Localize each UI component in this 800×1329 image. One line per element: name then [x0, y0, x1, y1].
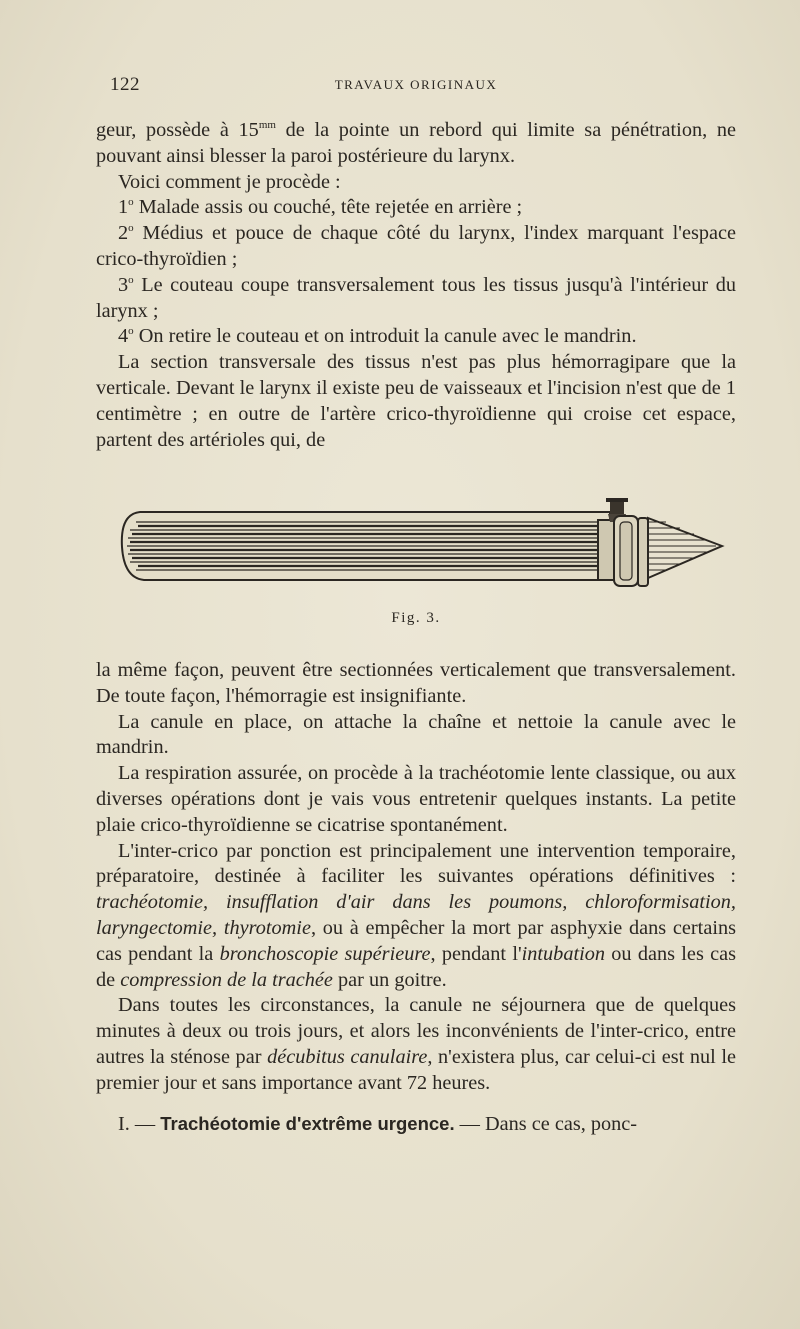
bottom-text-block [96, 658, 736, 1137]
emphasis-compression: compression de la trachée [120, 968, 333, 991]
paragraph-section-transversale: La section transversale des tissus n'est pas plus hémorragipare que la verticale. Devant le larynx il existe peu de vaisseaux et l'incision n'est que de 1 centimètre ; en outre de l'artère crico-thyroïdienne qui croise cet espace, partent des artérioles qui, de [96, 351, 736, 451]
emphasis-bronchoscopie: bronchoscopie supérieure [219, 942, 431, 965]
section-title: Trachéotomie d'extrême urgence. [160, 1112, 455, 1134]
paragraph-canule-en-place: La canule en place, on attache la chaîne et nettoie la canule avec le mandrin. [96, 710, 736, 759]
step-2: 2$^o$ Médius et pouce de chaque côté du larynx, l'index marquant l'espace crico-thyroïdien ; [96, 222, 736, 270]
figure-caption: Fig. 3. [391, 610, 441, 626]
paragraph-circonstances: Dans toutes les circonstances, la canule ne séjournera que de quelques minutes à deux ou trois jours, et alors les inconvénients de l'inter-crico, entre autres la sténose par décubitus canulaire, n'existera plus, car celui-ci est nul le premier jour et sans importance avant 72 heures. [96, 994, 736, 1094]
figure-cannula-illustration [110, 492, 730, 602]
step-1: 1$^o$ Malade assis ou couché, tête rejetée en arrière ; [118, 196, 523, 219]
emphasis-decubitus: décubitus canulaire [267, 1045, 428, 1068]
top-text-block [96, 118, 736, 453]
page-header [96, 74, 736, 96]
step-3: 3$^o$ Le couteau coupe transversalement tous les tissus jusqu'à l'intérieur du larynx ; [96, 273, 736, 322]
step-4: 4$^o$ On retire le couteau et on introduit la canule avec le mandrin. [118, 325, 637, 348]
paragraph-inter-crico: L'inter-crico par ponction est principalement une intervention temporaire, préparatoire, destinée à faciliter les suivantes opérations définitives : trachéotomie, insufflation d'air dans les poumons, chloroformisation, laryngectomie, thyrotomie, ou à empêcher la mort par asphyxie dans certains cas pendant la bronchoscopie supérieure, pendant l'intubation ou dans les cas de compression de la trachée par un goitre. [96, 839, 737, 991]
running-title: TRAVAUX ORIGINAUX [334, 77, 498, 92]
paragraph-procedure-intro: Voici comment je procède : [118, 170, 341, 193]
emphasis-intubation: intubation [521, 942, 606, 965]
page-number: 122 [110, 74, 140, 95]
unit-superscript: mm [258, 119, 276, 132]
cannula-drawing [110, 492, 730, 602]
paragraph-continuation: geur, possède à $15^{mm}$ de la pointe un rebord qui limite sa pénétration, ne pouvant ainsi blesser la paroi postérieure du larynx. [96, 119, 736, 167]
paragraph-meme-facon: la même façon, peuvent être sectionnées verticalement que transversalement. De toute façon, l'hémorragie est insignifiante. [96, 659, 736, 707]
emphasis-operations: trachéotomie, insufflation d'air dans les poumons, chloroformisation, laryngectomie, thyrotomie [96, 891, 736, 939]
paragraph-respiration: La respiration assurée, on procède à la trachéotomie lente classique, ou aux diverses opérations dont je vais vous entretenir quelques instants. La petite plaie crico-thyroïdienne se cicatrise spontanément. [96, 762, 736, 836]
section-heading-urgence: I. — Trachéotomie d'extrême urgence. — Dans ce cas, ponc- [118, 1112, 638, 1135]
